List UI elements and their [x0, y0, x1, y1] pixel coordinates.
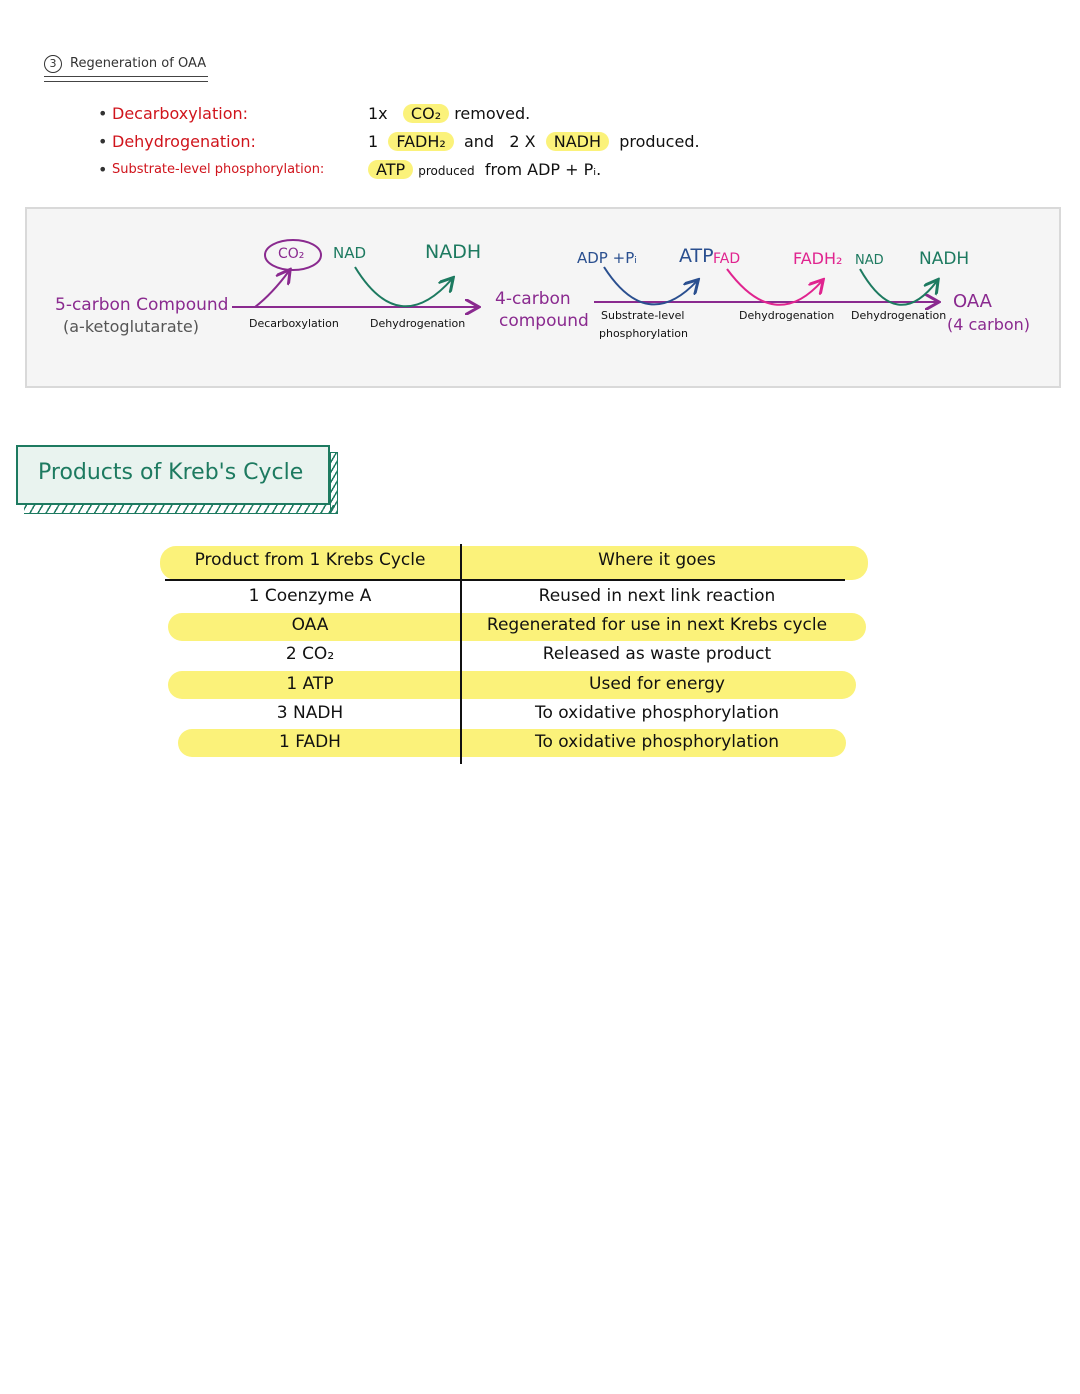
- bullet-dot: •: [98, 104, 108, 123]
- text: 1: [368, 132, 379, 151]
- nad-input: NAD: [333, 244, 367, 262]
- middle-compound-line2: compound: [499, 311, 589, 331]
- section-number: 3: [44, 55, 62, 73]
- table-row-destination: Regenerated for use in next Krebs cycle: [486, 615, 828, 635]
- highlight-atp: ATP: [368, 160, 413, 179]
- end-compound: OAA: [953, 291, 992, 312]
- bullet-value: [368, 128, 700, 156]
- highlight-nadh: NADH: [546, 132, 609, 151]
- table-row-destination: To oxidative phosphorylation: [534, 703, 780, 723]
- section-heading: [44, 55, 206, 73]
- fad-input: FAD: [713, 251, 741, 267]
- start-compound-name: (a-ketoglutarate): [63, 317, 199, 336]
- text: produced.: [619, 132, 700, 151]
- highlight-co2: CO₂: [403, 104, 449, 123]
- text: produced: [418, 164, 475, 178]
- end-compound-carbon: (4 carbon): [947, 315, 1031, 334]
- step-label-dehydrogenation-2: Dehydrogenation: [739, 309, 835, 322]
- fadh2-output: FADH₂: [793, 249, 843, 268]
- table-row-product: 1 FADH: [279, 732, 341, 752]
- bullet-label: Substrate-level phosphorylation:: [112, 162, 325, 177]
- products-title: Products of Kreb's Cycle: [38, 460, 304, 485]
- column-header-destination: Where it goes: [598, 550, 716, 570]
- table-row-product: 2 CO₂: [285, 644, 335, 664]
- text: and: [463, 132, 495, 151]
- nad-input-2: NAD: [855, 253, 884, 268]
- nadh-output: NADH: [425, 241, 482, 263]
- table-row-destination: Reused in next link reaction: [538, 586, 776, 606]
- adp-input: ADP +Pᵢ: [577, 249, 637, 267]
- text: removed.: [454, 104, 531, 123]
- step-label-decarboxylation: Decarboxylation: [249, 317, 339, 330]
- text: 1x: [368, 104, 388, 123]
- text: from ADP + Pᵢ.: [484, 160, 602, 179]
- step-label-dehydrogenation-3: Dehydrogenation: [851, 309, 947, 322]
- step-label-phosphorylation: phosphorylation: [599, 327, 688, 340]
- table-row-destination: To oxidative phosphorylation: [534, 732, 780, 752]
- start-compound: 5-carbon Compound: [55, 295, 229, 315]
- products-table: [160, 542, 870, 767]
- step-label-dehydrogenation: Dehydrogenation: [370, 317, 466, 330]
- text: 2 X: [509, 132, 536, 151]
- bullet-dot: •: [98, 160, 108, 179]
- bullet-label: Decarboxylation:: [112, 104, 249, 123]
- column-header-product: Product from 1 Krebs Cycle: [194, 550, 426, 570]
- bullet-value: [368, 156, 601, 185]
- title-box-shadow: [24, 505, 338, 514]
- section-title: Regeneration of OAA: [70, 56, 207, 71]
- atp-output: ATP: [679, 245, 714, 267]
- bullet-dot: •: [98, 132, 108, 151]
- table-row-product: 1 ATP: [286, 674, 334, 694]
- step-label-substrate-level: Substrate-level: [601, 309, 685, 322]
- table-row-product: 3 NADH: [276, 703, 344, 723]
- bullet-label: Dehydrogenation:: [112, 132, 256, 151]
- header-divider: [165, 579, 845, 581]
- highlight-fadh2: FADH₂: [388, 132, 453, 151]
- co2-output: CO₂: [278, 246, 305, 262]
- table-row-destination: Released as waste product: [542, 644, 772, 664]
- table-row-destination: Used for energy: [589, 674, 725, 694]
- nadh-output-2: NADH: [919, 249, 970, 269]
- middle-compound: 4-carbon: [495, 289, 571, 309]
- pathway-diagram: [25, 207, 1061, 388]
- table-row-product: OAA: [291, 615, 329, 635]
- bullet-value: [368, 100, 530, 128]
- table-row-product: 1 Coenzyme A: [248, 586, 372, 606]
- heading-underline: [44, 76, 208, 82]
